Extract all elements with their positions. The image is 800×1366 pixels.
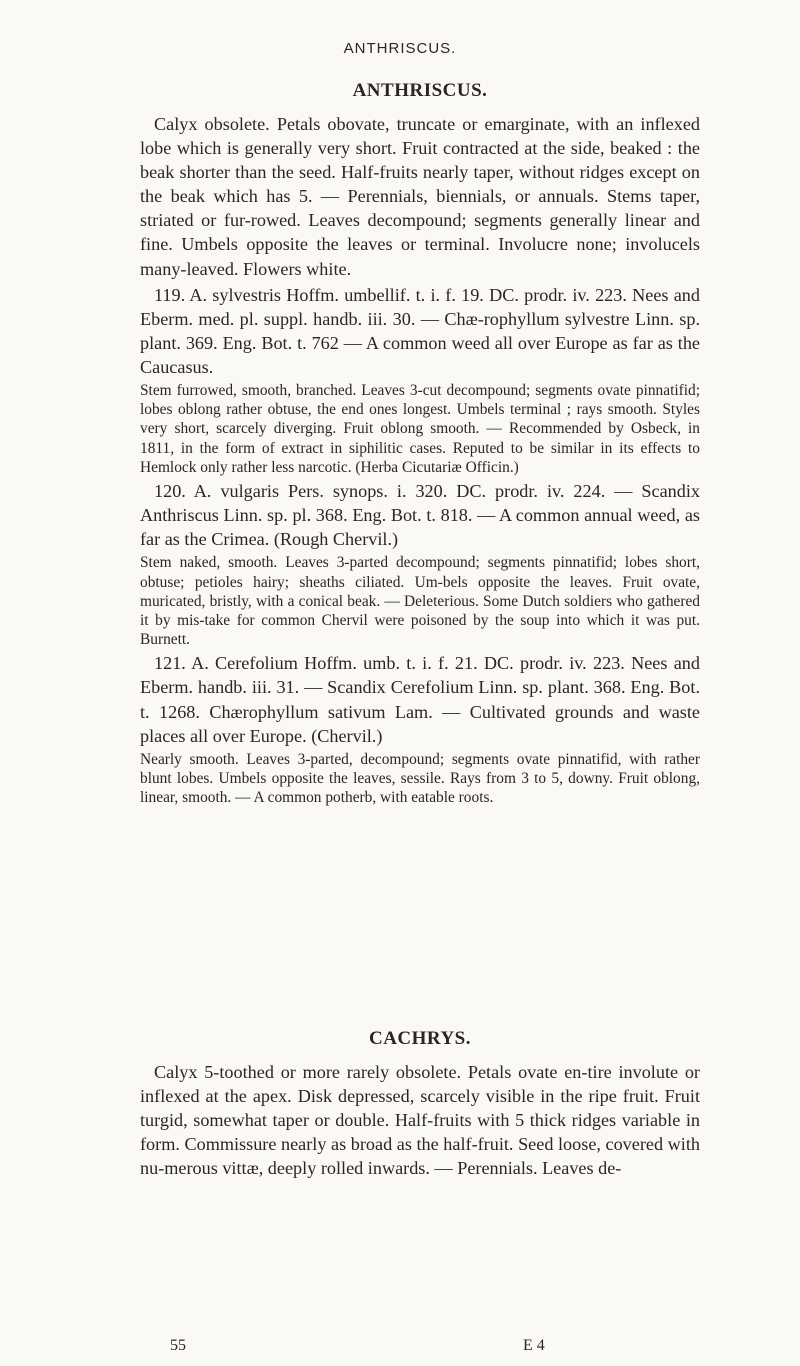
genus-description: Calyx obsolete. Petals obovate, truncate or emarginate, with an inflexed lobe which is generally very short. Fruit contracted at the side, beaked : the beak shorter than the seed. Half-fruits nearly taper, without ridges except on the beak which has 5. — Perennials, biennials, or annuals. Stems taper, striated or fur-rowed. Leaves decompound; segments generally linear and fine. Umbels opposite the leaves or terminal. Involucre none; involucels many-leaved. Flowers white. — [140, 114, 700, 279]
signature-mark: E 4 — [523, 1337, 545, 1354]
running-head: ANTHRISCUS. — [343, 40, 457, 57]
page-number: 55 — [170, 1337, 186, 1354]
species-notes: Nearly smooth. Leaves 3-parted, decompound; segments ovate pinnatifid, with rather blunt lobes. Umbels opposite the leaves, sessile. Rays from 3 to 5, downy. Fruit oblong, linear, smooth. — A common potherb, with eatable roots. — [140, 750, 700, 807]
species-notes: Stem naked, smooth. Leaves 3-parted decompound; segments pinnatifid; lobes short, obtuse; petioles hairy; sheaths ciliated. Um-bels opposite the leaves. Fruit ovate, muricated, bristly, with a conical beak. — Deleterious. Some Dutch soldiers who gathered it by mis-take for common Chervil were poisoned by the soup into which it was put. Burnett. — [140, 554, 700, 649]
species-heading: 120. A. vulgaris Pers. synops. i. 320. DC. prodr. iv. 224. — Scandix Anthriscus Linn. sp. pl. 368. Eng. Bot. t. 818. — A common annual weed, as far as the Crimea. (Rough Chervil.) — [140, 481, 700, 550]
species-notes: Stem furrowed, smooth, branched. Leaves 3-cut decompound; segments ovate pinnatifid; lobes oblong rather obtuse, the end ones longest. Umbels terminal ; rays smooth. Styles very short, scarcely diverging. Fruit oblong smooth. — Recommended by Osbeck, in 1811, in the form of extract in siphilitic cases. Reputed to be similar in its effects to Hemlock only rather less narcotic. (Herba Cicutariæ Officin.) — [140, 382, 700, 476]
species-heading: 121. A. Cerefolium Hoffm. umb. t. i. f. 21. DC. prodr. iv. 223. Nees and Eberm. handb. iii. 31. — Scandix Cerefolium Linn. sp. plant. 368. Eng. Bot. t. 1268. Chærophyllum sativum Lam. — Cultivated grounds and waste places all over Europe. (Chervil.) — [140, 653, 700, 746]
genus-section-cachrys — [140, 1028, 700, 1180]
genus-title: ANTHRISCUS. — [352, 80, 488, 101]
species-heading: 119. A. sylvestris Hoffm. umbellif. t. i. f. 19. DC. prodr. iv. 223. Nees and Eberm. med. pl. suppl. handb. iii. 30. — Chæ-rophyllum sylvestre Linn. sp. plant. 369. Eng. Bot. t. 762 — A common weed all over Europe as far as the Caucasus. — [140, 284, 700, 377]
genus-title: CACHRYS. — [368, 1028, 472, 1049]
genus-description: Calyx 5-toothed or more rarely obsolete. Petals ovate en-tire involute or inflexed at the apex. Disk depressed, scarcely visible in the ripe fruit. Fruit turgid, somewhat taper or double. Half-fruits with 5 thick ridges variable in form. Commissure nearly as broad as the half-fruit. Seed loose, covered with nu-merous vittæ, deeply rolled inwards. — Perennials. Leaves de- — [140, 1062, 700, 1179]
genus-section-anthriscus — [140, 80, 700, 807]
